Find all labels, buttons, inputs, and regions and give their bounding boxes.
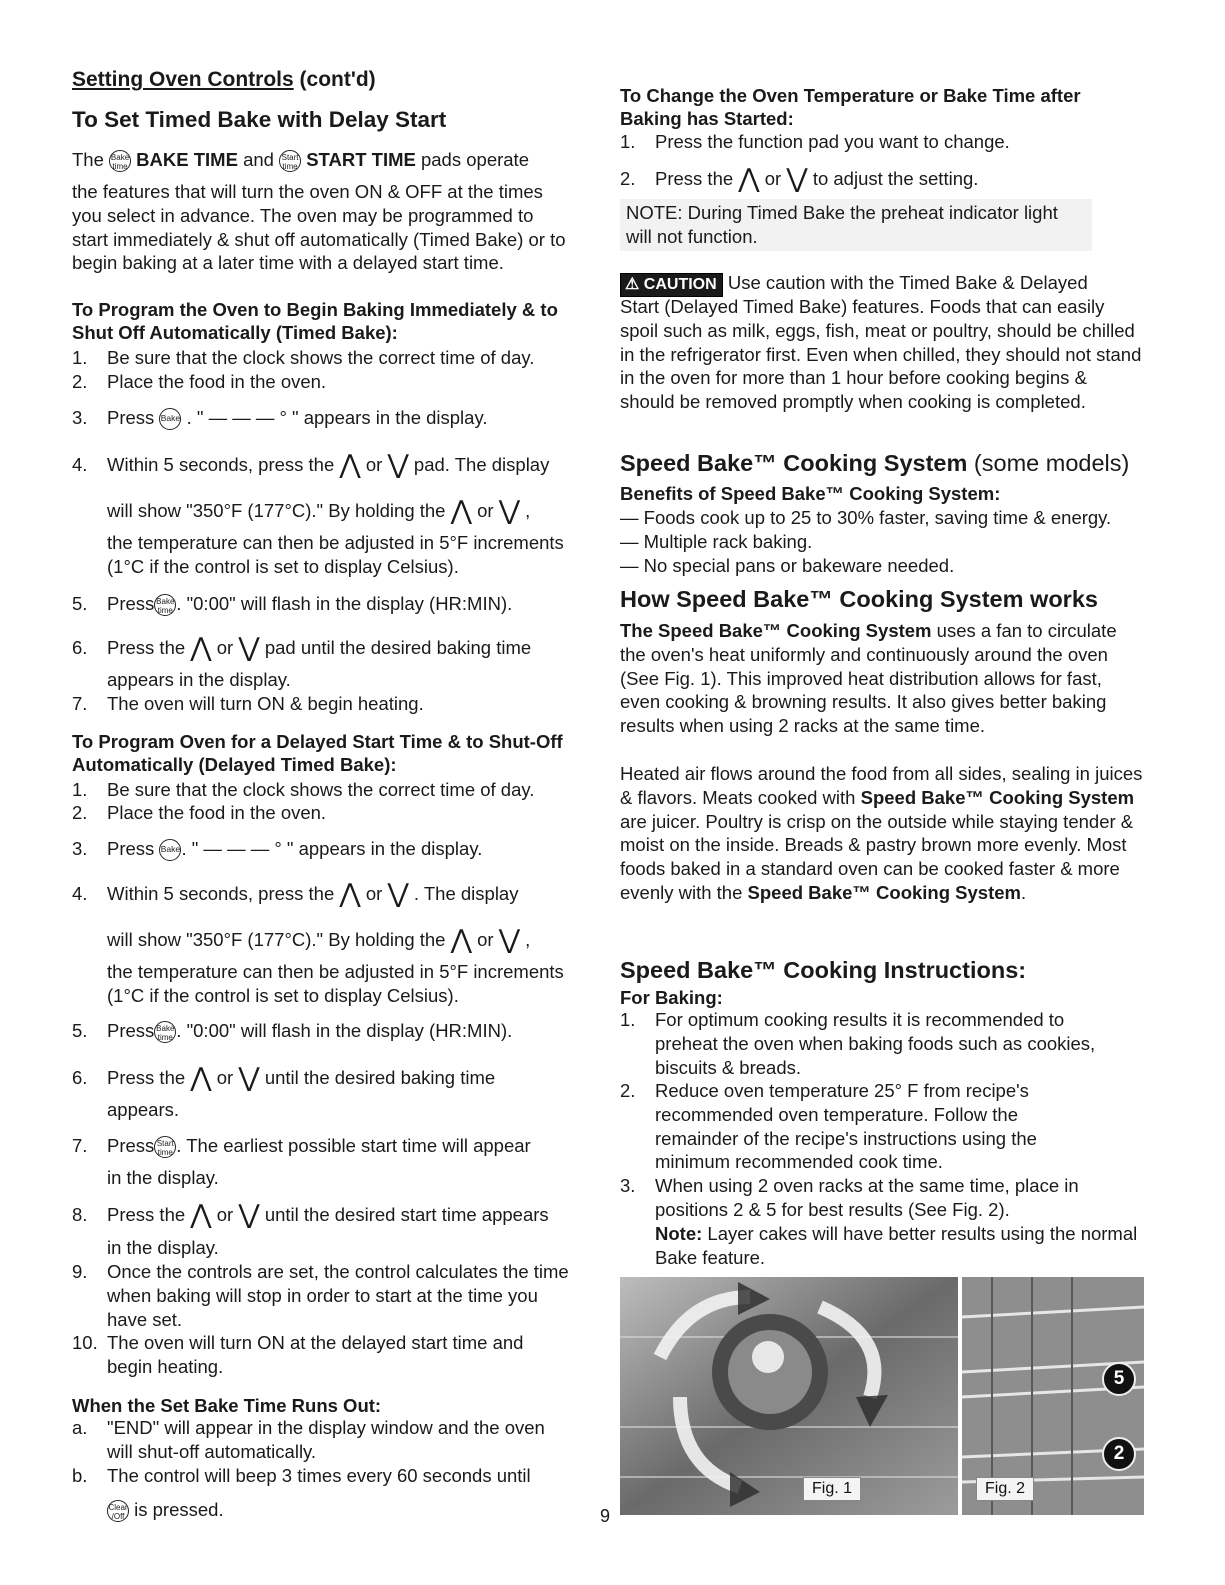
page-number: 9 xyxy=(600,1506,611,1526)
list-item-cont: the temperature can then be adjusted in 5°F increments (1°C if the control is set to display Celsius). xyxy=(107,961,564,1006)
up-arrow-icon: ⋀ xyxy=(450,925,472,955)
bake-time-pad-icon: Bake time xyxy=(109,150,131,172)
bake-time-pad-icon: Bake time xyxy=(154,594,176,616)
down-arrow-icon: ⋁ xyxy=(387,450,409,480)
list-item-cont: will show "350°F (177°C)." By holding the ⋀ or ⋁ , xyxy=(107,925,531,955)
up-arrow-icon: ⋀ xyxy=(339,450,361,480)
for-baking-heading: For Baking: xyxy=(620,987,723,1008)
figure-1-label: Fig. 1 xyxy=(803,1477,861,1501)
section-title: Setting Oven Controls (cont'd) xyxy=(72,68,376,91)
intro-body: the features that will turn the oven ON & OFF at the times you select in advance. The oven may be programmed to start immediately & shut off automatically (Timed Bake) or to begin baking at a later time with a delayed start time. xyxy=(72,181,566,274)
bake-time-pad-icon: Bake time xyxy=(154,1021,176,1043)
down-arrow-icon: ⋁ xyxy=(238,1200,260,1230)
list-item-cont: appears in the display. xyxy=(107,669,291,690)
benefit-item: — Foods cook up to 25 to 30% faster, saving time & energy. xyxy=(620,507,1112,528)
figure-1-image xyxy=(620,1277,958,1515)
change-heading: To Change the Oven Temperature or Bake Time after Baking has Started: xyxy=(620,85,1081,129)
up-arrow-icon: ⋀ xyxy=(190,633,212,663)
up-arrow-icon: ⋀ xyxy=(738,164,760,194)
clear-off-pad-icon: Clear /Off xyxy=(107,1500,129,1522)
list-item-cont: appears. xyxy=(107,1099,179,1120)
delayed-heading: To Program Oven for a Delayed Start Time & to Shut-Off Automatically (Delayed Timed Bake): xyxy=(72,731,563,775)
down-arrow-icon: ⋁ xyxy=(786,164,808,194)
bake-pad-icon: Bake xyxy=(159,408,181,430)
layer-cake-note: Note: Layer cakes will have better results using the normal Bake feature. xyxy=(655,1223,1138,1268)
timed-bake-heading: To Program the Oven to Begin Baking Immediately & to Shut Off Automatically (Timed Bake): xyxy=(72,299,558,343)
down-arrow-icon: ⋁ xyxy=(387,879,409,909)
caution-badge: ⚠ CAUTION xyxy=(620,273,723,297)
up-arrow-icon: ⋀ xyxy=(339,879,361,909)
how-paragraph-1: The Speed Bake™ Cooking System uses a fan to circulate the oven's heat uniformly and continuously around the oven (See Fig. 1). This improved heat distribution allows for fast, even cooking & browning results. It also gives better baking results when using 2 racks at the same time. xyxy=(620,620,1117,737)
bake-pad-icon: Bake xyxy=(159,839,181,861)
start-time-pad-icon: Start time xyxy=(279,150,301,172)
main-heading: To Set Timed Bake with Delay Start xyxy=(72,107,447,132)
intro-line: The Bake time BAKE TIME and Start time START TIME pads operate xyxy=(72,149,529,172)
down-arrow-icon: ⋁ xyxy=(238,1063,260,1093)
rack-position-5-icon: 5 xyxy=(1102,1362,1136,1396)
benefit-item: — Multiple rack baking. xyxy=(620,531,813,552)
figure-2-image xyxy=(962,1277,1144,1515)
down-arrow-icon: ⋁ xyxy=(238,633,260,663)
down-arrow-icon: ⋁ xyxy=(498,925,521,955)
benefit-item: — No special pans or bakeware needed. xyxy=(620,555,955,576)
how-heading: How Speed Bake™ Cooking System works xyxy=(620,586,1098,612)
caution-line: ⚠ CAUTION Use caution with the Timed Bake & Delayed xyxy=(620,271,1150,297)
runs-out-heading: When the Set Bake Time Runs Out: xyxy=(72,1395,382,1416)
how-paragraph-2: Heated air flows around the food from all sides, sealing in juices & flavors. Meats cooked with Speed Bake™ Cooking System are juicer. Poultry is crisp on the outside while staying tender & moist on the inside. Breads & pastry brown more evenly. Most foods baked in a standard oven can be cooked faster & more evenly with the Speed Bake™ Cooking System. xyxy=(620,763,1143,903)
start-time-pad-icon: Start time xyxy=(154,1136,176,1158)
list-item-cont: Clear /Off is pressed. xyxy=(108,1499,224,1522)
up-arrow-icon: ⋀ xyxy=(450,496,472,526)
up-arrow-icon: ⋀ xyxy=(190,1063,212,1093)
timed-bake-note: NOTE: During Timed Bake the preheat indicator light will not function. xyxy=(620,199,1092,251)
list-item-cont: will show "350°F (177°C)." By holding the ⋀ or ⋁ , xyxy=(107,496,531,526)
list-item-cont: in the display. xyxy=(107,1237,219,1258)
speed-bake-heading: Speed Bake™ Cooking System (some models) xyxy=(620,450,1130,476)
rack-position-2-icon: 2 xyxy=(1102,1437,1136,1471)
list-item-cont: in the display. xyxy=(107,1167,219,1188)
caution-body: Start (Delayed Timed Bake) features. Foods that can easily spoil such as milk, eggs, fish, meat or poultry, should be chilled in the refrigerator first. Even when chilled, they should not stand in the oven for more than 1 hour before cooking begins & should be removed promptly when cooking is completed. xyxy=(620,296,1142,413)
up-arrow-icon: ⋀ xyxy=(190,1200,212,1230)
list-item-cont: the temperature can then be adjusted in 5°F increments (1°C if the control is set to display Celsius). xyxy=(107,532,564,577)
benefits-heading: Benefits of Speed Bake™ Cooking System: xyxy=(620,483,1001,504)
oven-airflow-illustration xyxy=(620,1277,958,1515)
figure-2-label: Fig. 2 xyxy=(976,1477,1034,1501)
down-arrow-icon: ⋁ xyxy=(498,496,521,526)
instructions-heading: Speed Bake™ Cooking Instructions: xyxy=(620,957,1027,983)
